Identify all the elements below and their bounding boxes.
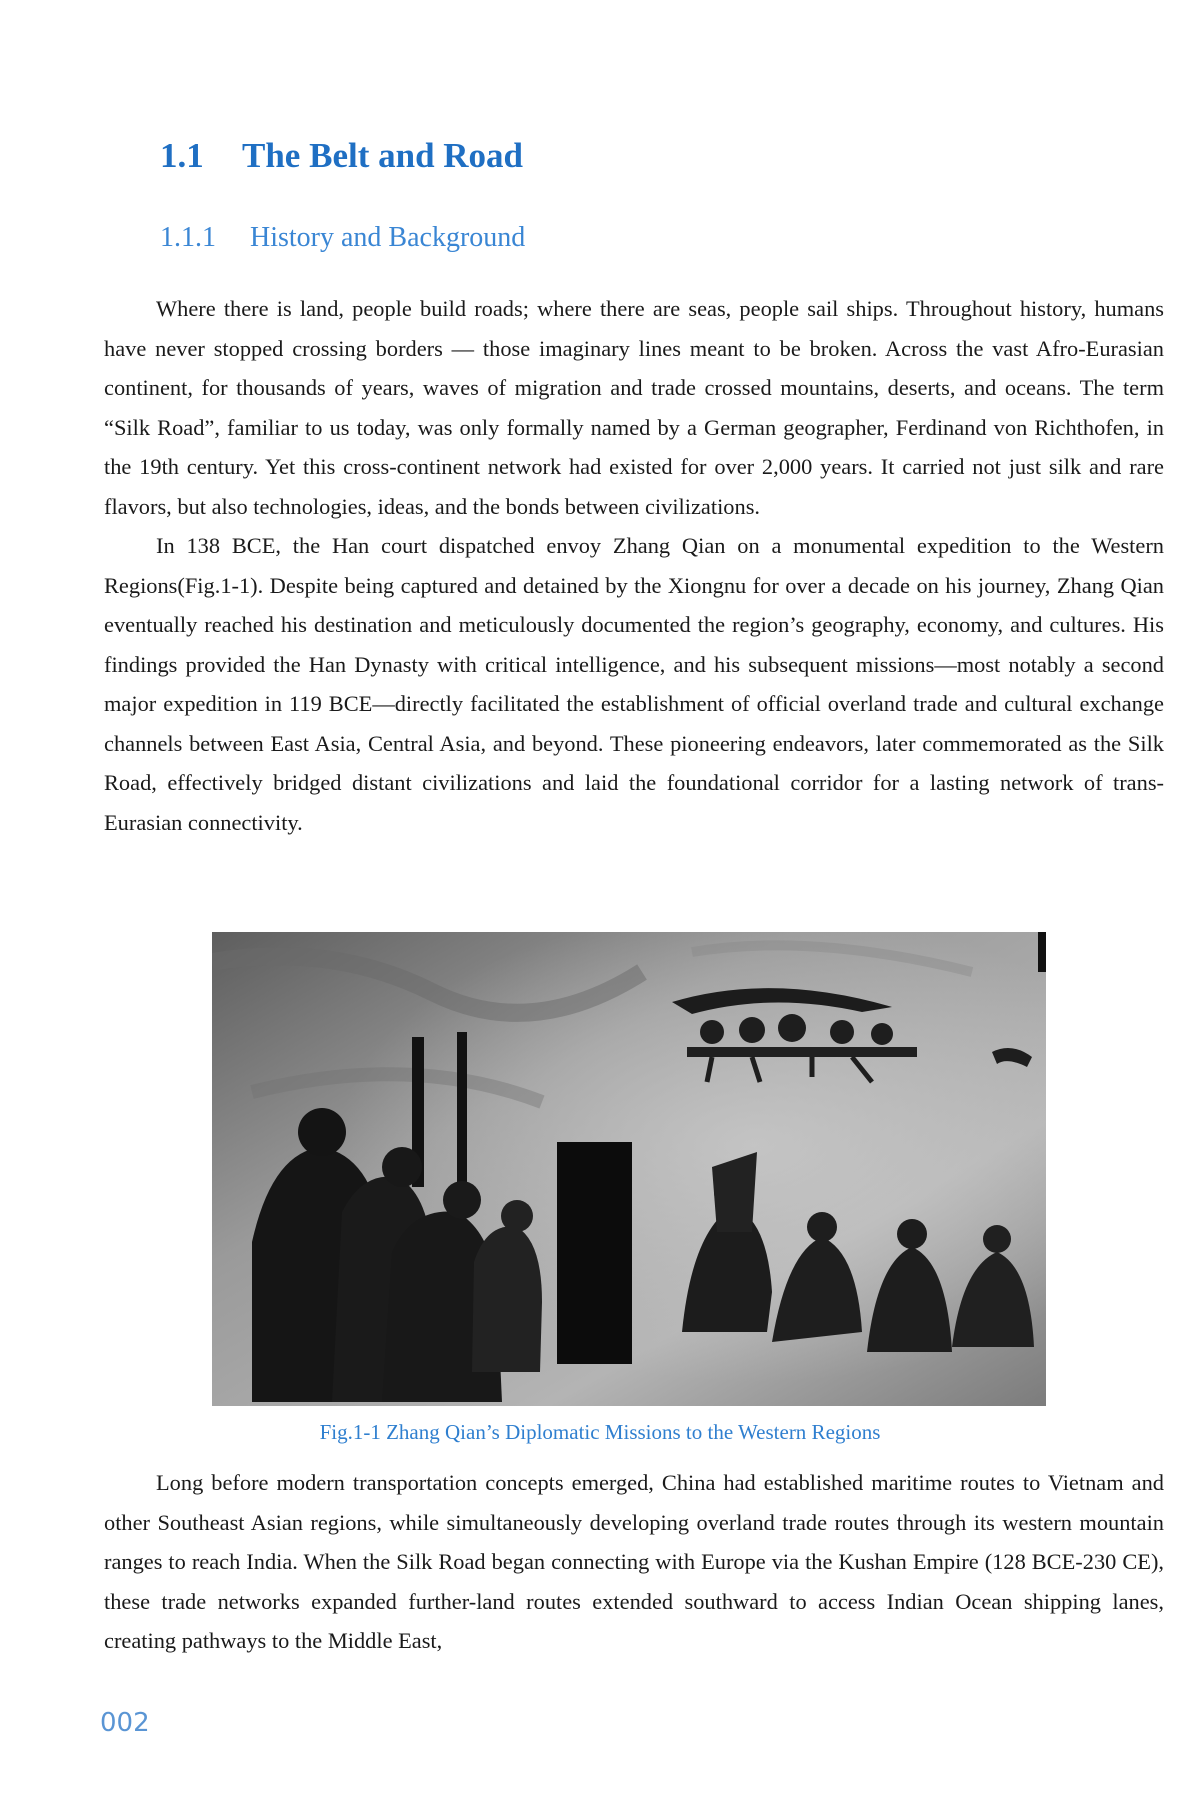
- mural-photo-figure: [212, 932, 1046, 1406]
- subsection-title: [160, 222, 525, 254]
- section-number: 1.1: [160, 136, 204, 175]
- paragraph-maritime-routes: Long before modern transportation concepts emerged, China had established maritime routes to Vietnam and other Southeast Asian regions, while simultaneously developing overland trade routes through its western mountain ranges to reach India. When the Silk Road began connecting with Europe via the Kushan Empire (128 BCE-230 CE), these trade networks expanded further-land routes extended southward to access Indian Ocean shipping lanes, creating pathways to the Middle East,: [104, 1470, 1164, 1653]
- body-text-top: [104, 289, 1164, 842]
- figure-caption: Fig.1-1 Zhang Qian’s Diplomatic Missions to the Western Regions: [319, 1420, 881, 1444]
- section-title-text: The Belt and Road: [242, 136, 524, 175]
- subsection-title-text: History and Background: [250, 222, 526, 253]
- subsection-number: 1.1.1: [160, 222, 216, 253]
- paragraph-silk-road-intro: Where there is land, people build roads; where there are seas, people sail ships. Throughout history, humans have never stopped crossing borders — those imaginary lines meant to be broken. Across the vast Afro-Eurasian continent, for thousands of years, waves of migration and trade crossed mountains, deserts, and oceans. The term “Silk Road”, familiar to us today, was only formally named by a German geographer, Ferdinand von Richthofen, in the 19th century. Yet this cross-continent network had existed for over 2,000 years. It carried not just silk and rare flavors, but also technologies, ideas, and the bonds between civilizations.: [104, 296, 1164, 519]
- body-text-bottom: [104, 1463, 1164, 1661]
- mural-image: [212, 932, 1046, 1406]
- section-title: [160, 136, 523, 176]
- page-number: 002: [100, 1708, 150, 1738]
- paragraph-zhang-qian: In 138 BCE, the Han court dispatched envoy Zhang Qian on a monumental expedition to the Western Regions(Fig.1-1). Despite being captured and detained by the Xiongnu for over a decade on his journey, Zhang Qian eventually reached his destination and meticulously documented the region’s geography, economy, and cultures. His findings provided the Han Dynasty with critical intelligence, and his subsequent missions—most notably a second major expedition in 119 BCE—directly facilitated the establishment of official overland trade and cultural exchange channels between East Asia, Central Asia, and beyond. These pioneering endeavors, later commemorated as the Silk Road, effectively bridged distant civilizations and laid the foundational corridor for a lasting network of trans-Eurasian connectivity.: [104, 533, 1164, 835]
